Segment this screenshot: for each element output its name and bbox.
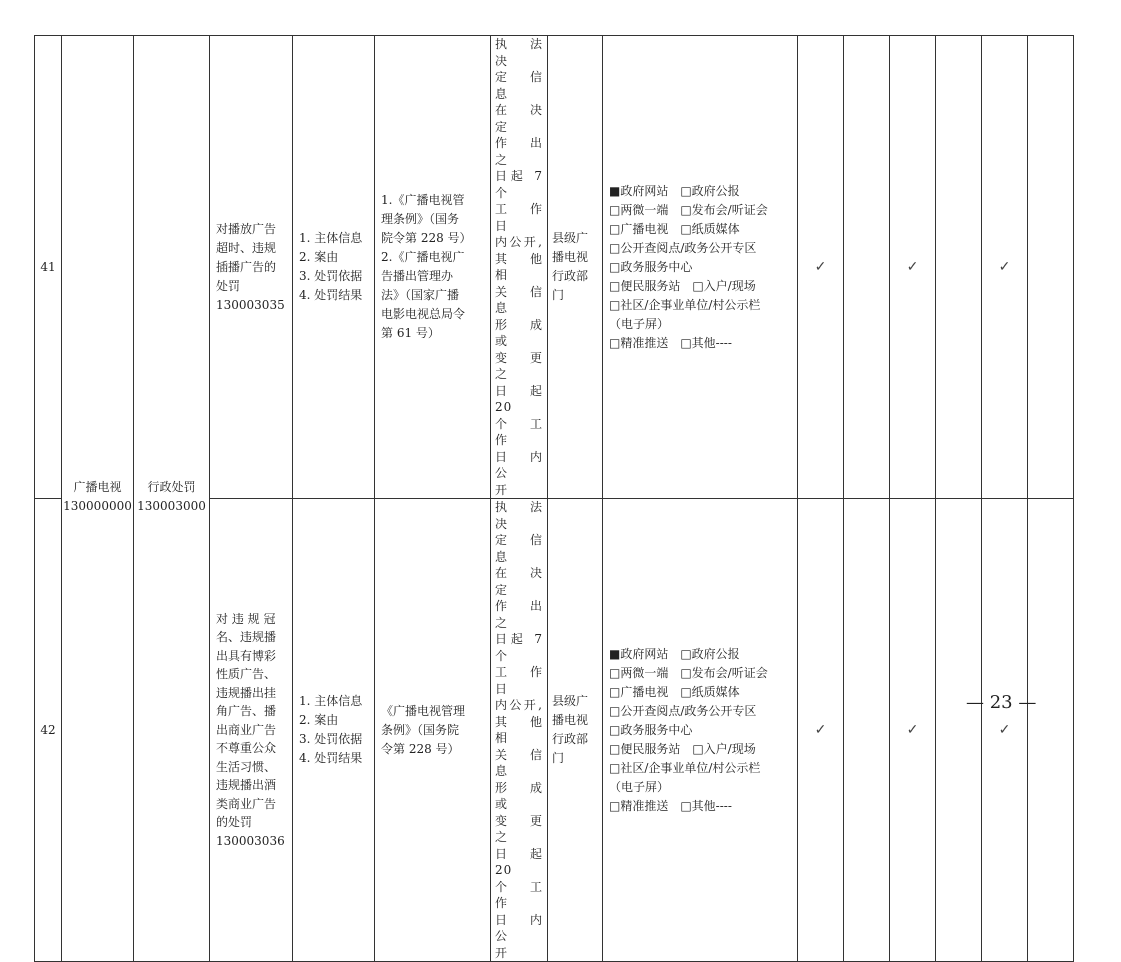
timing-line: 开 (495, 945, 509, 960)
basis-line: 理条例》（国务 (381, 212, 460, 226)
row-number: 42 (35, 499, 62, 962)
channel-option: （电子屏） (609, 316, 670, 331)
content-line: 2. 案由 (299, 713, 339, 727)
channel-option: □政务服务中心 (609, 259, 693, 274)
check-mark-icon: ✓ (982, 36, 1028, 499)
item-code: 130003036 (216, 833, 285, 848)
timing-line: 日 内 公 (495, 449, 543, 480)
item-line: 违规播出挂 (216, 685, 277, 700)
check-mark-icon: ✓ (982, 499, 1028, 962)
category-name: 行政处罚 (147, 479, 196, 494)
disclosure-table (34, 35, 1074, 962)
empty-cell (936, 499, 982, 962)
category-cell (134, 36, 210, 962)
timing-line: 个 工 作 (495, 416, 543, 447)
timing-line: 定 信 息 (495, 70, 543, 101)
timing-line: 定 信 息 (495, 533, 543, 564)
basis-line: 1.《广播电视管 (381, 193, 465, 207)
body-line: 县级广 (552, 231, 589, 245)
body-line: 播电视 (552, 250, 589, 264)
channel-option: （电子屏） (609, 779, 670, 794)
item-line: 生活习惯、 (216, 759, 277, 774)
body-line: 播电视 (552, 713, 589, 727)
item-line: 类商业广告 (216, 796, 277, 811)
channels-cell (603, 36, 798, 499)
item-line: 插播广告的 (216, 259, 277, 274)
channel-option: □政务服务中心 (609, 722, 693, 737)
check-mark-icon: ✓ (798, 499, 844, 962)
channel-option: ■政府网站 □政府公报 (609, 646, 740, 661)
domain-cell (62, 36, 134, 962)
item-line: 出商业广告 (216, 722, 277, 737)
basis-line: 院令第 228 号） (381, 231, 472, 245)
channel-option: ■政府网站 □政府公报 (609, 183, 740, 198)
timing-line: 关 信 息 (495, 747, 543, 778)
timing-line: 执 法 决 (495, 37, 543, 68)
row-number: 41 (35, 36, 62, 499)
timing-line: 其 他 相 (495, 251, 543, 282)
timing-line: 日起 7 个 (495, 169, 543, 200)
item-line: 的处罚 (216, 815, 253, 830)
channel-option: □精准推送 □其他---- (609, 798, 732, 813)
content-line: 3. 处罚依据 (299, 269, 363, 283)
content-line: 4. 处罚结果 (299, 751, 363, 765)
timing-line: 内公开, (495, 235, 543, 249)
content-line: 1. 主体信息 (299, 694, 363, 708)
item-cell (210, 36, 293, 499)
empty-cell (844, 499, 890, 962)
item-line: 处罚 (216, 278, 241, 293)
content-line: 4. 处罚结果 (299, 288, 363, 302)
domain-code: 130000000 (63, 498, 132, 513)
item-line: 不尊重公众 (216, 741, 277, 756)
content-line: 1. 主体信息 (299, 231, 363, 245)
item-line: 超时、违规 (216, 240, 277, 255)
content-line: 3. 处罚依据 (299, 732, 363, 746)
channel-option: □广播电视 □纸质媒体 (609, 221, 740, 236)
item-line: 违规播出酒 (216, 778, 277, 793)
timing-line: 日 内 公 (495, 912, 543, 943)
timing-line: 日 起 20 (495, 383, 543, 414)
channel-option: □社区/企事业单位/村公示栏 (609, 760, 761, 775)
basis-line: 告播出管理办 (381, 269, 454, 283)
empty-cell (844, 36, 890, 499)
channel-option: □广播电视 □纸质媒体 (609, 684, 740, 699)
basis-cell (375, 499, 491, 962)
check-mark-icon: ✓ (890, 36, 936, 499)
item-line: 名、违规播 (216, 630, 277, 645)
body-line: 行政部 (552, 732, 589, 746)
channel-option: □公开查阅点/政务公开专区 (609, 703, 757, 718)
body-line: 门 (552, 288, 565, 302)
content-cell (293, 499, 375, 962)
item-code: 130003035 (216, 297, 285, 312)
body-line: 县级广 (552, 694, 589, 708)
item-line: 性质广告、 (216, 667, 277, 682)
item-line: 对播放广告 (216, 221, 277, 236)
item-cell (210, 499, 293, 962)
channel-option: □公开查阅点/政务公开专区 (609, 240, 757, 255)
basis-line: 《广播电视管理 (381, 703, 466, 718)
timing-cell (491, 36, 548, 499)
basis-line: 电影电视总局令 (381, 307, 466, 321)
basis-line: 2.《广播电视广 (381, 250, 465, 264)
timing-line: 其 他 相 (495, 714, 543, 745)
basis-line: 第 61 号） (381, 326, 440, 340)
channel-option: □便民服务站 □入户/现场 (609, 278, 756, 293)
body-cell (548, 499, 603, 962)
item-line: 出具有博彩 (216, 648, 277, 663)
empty-cell (1028, 499, 1074, 962)
channels-cell (603, 499, 798, 962)
timing-line: 执 法 决 (495, 500, 543, 531)
page-number: — 23 — (966, 692, 1037, 713)
body-cell (548, 36, 603, 499)
timing-line: 日起 7 个 (495, 632, 543, 663)
timing-cell (491, 499, 548, 962)
channel-option: □便民服务站 □入户/现场 (609, 741, 756, 756)
timing-line: 个 工 作 (495, 879, 543, 910)
timing-line: 变 更 之 (495, 813, 543, 844)
timing-line: 工 作 日 (495, 202, 543, 233)
empty-cell (936, 36, 982, 499)
body-line: 门 (552, 751, 565, 765)
body-line: 行政部 (552, 269, 589, 283)
timing-line: 日 起 20 (495, 846, 543, 877)
channel-option: □精准推送 □其他---- (609, 335, 732, 350)
channel-option: □两微一端 □发布会/听证会 (609, 202, 768, 217)
check-mark-icon: ✓ (890, 499, 936, 962)
basis-cell (375, 36, 491, 499)
item-line: 角广告、播 (216, 704, 277, 719)
timing-line: 内公开, (495, 698, 543, 712)
timing-line: 工 作 日 (495, 665, 543, 696)
timing-line: 在 决 定 (495, 566, 543, 597)
basis-line: 法》（国家广播 (381, 288, 460, 302)
category-code: 130003000 (137, 498, 206, 513)
timing-line: 作 出 之 (495, 136, 543, 167)
basis-line: 令第 228 号） (381, 741, 460, 756)
timing-line: 形 成 或 (495, 317, 543, 348)
basis-line: 条例》（国务院 (381, 722, 460, 737)
timing-line: 形 成 或 (495, 780, 543, 811)
timing-line: 变 更 之 (495, 350, 543, 381)
timing-line: 开 (495, 482, 509, 497)
table-row (35, 36, 1074, 499)
channel-option: □两微一端 □发布会/听证会 (609, 665, 768, 680)
content-line: 2. 案由 (299, 250, 339, 264)
channel-option: □社区/企事业单位/村公示栏 (609, 297, 761, 312)
empty-cell (1028, 36, 1074, 499)
timing-line: 在 决 定 (495, 103, 543, 134)
content-cell (293, 36, 375, 499)
timing-line: 作 出 之 (495, 599, 543, 630)
timing-line: 关 信 息 (495, 284, 543, 315)
item-line: 对 违 规 冠 (216, 611, 276, 626)
check-mark-icon: ✓ (798, 36, 844, 499)
domain-name: 广播电视 (73, 479, 122, 494)
